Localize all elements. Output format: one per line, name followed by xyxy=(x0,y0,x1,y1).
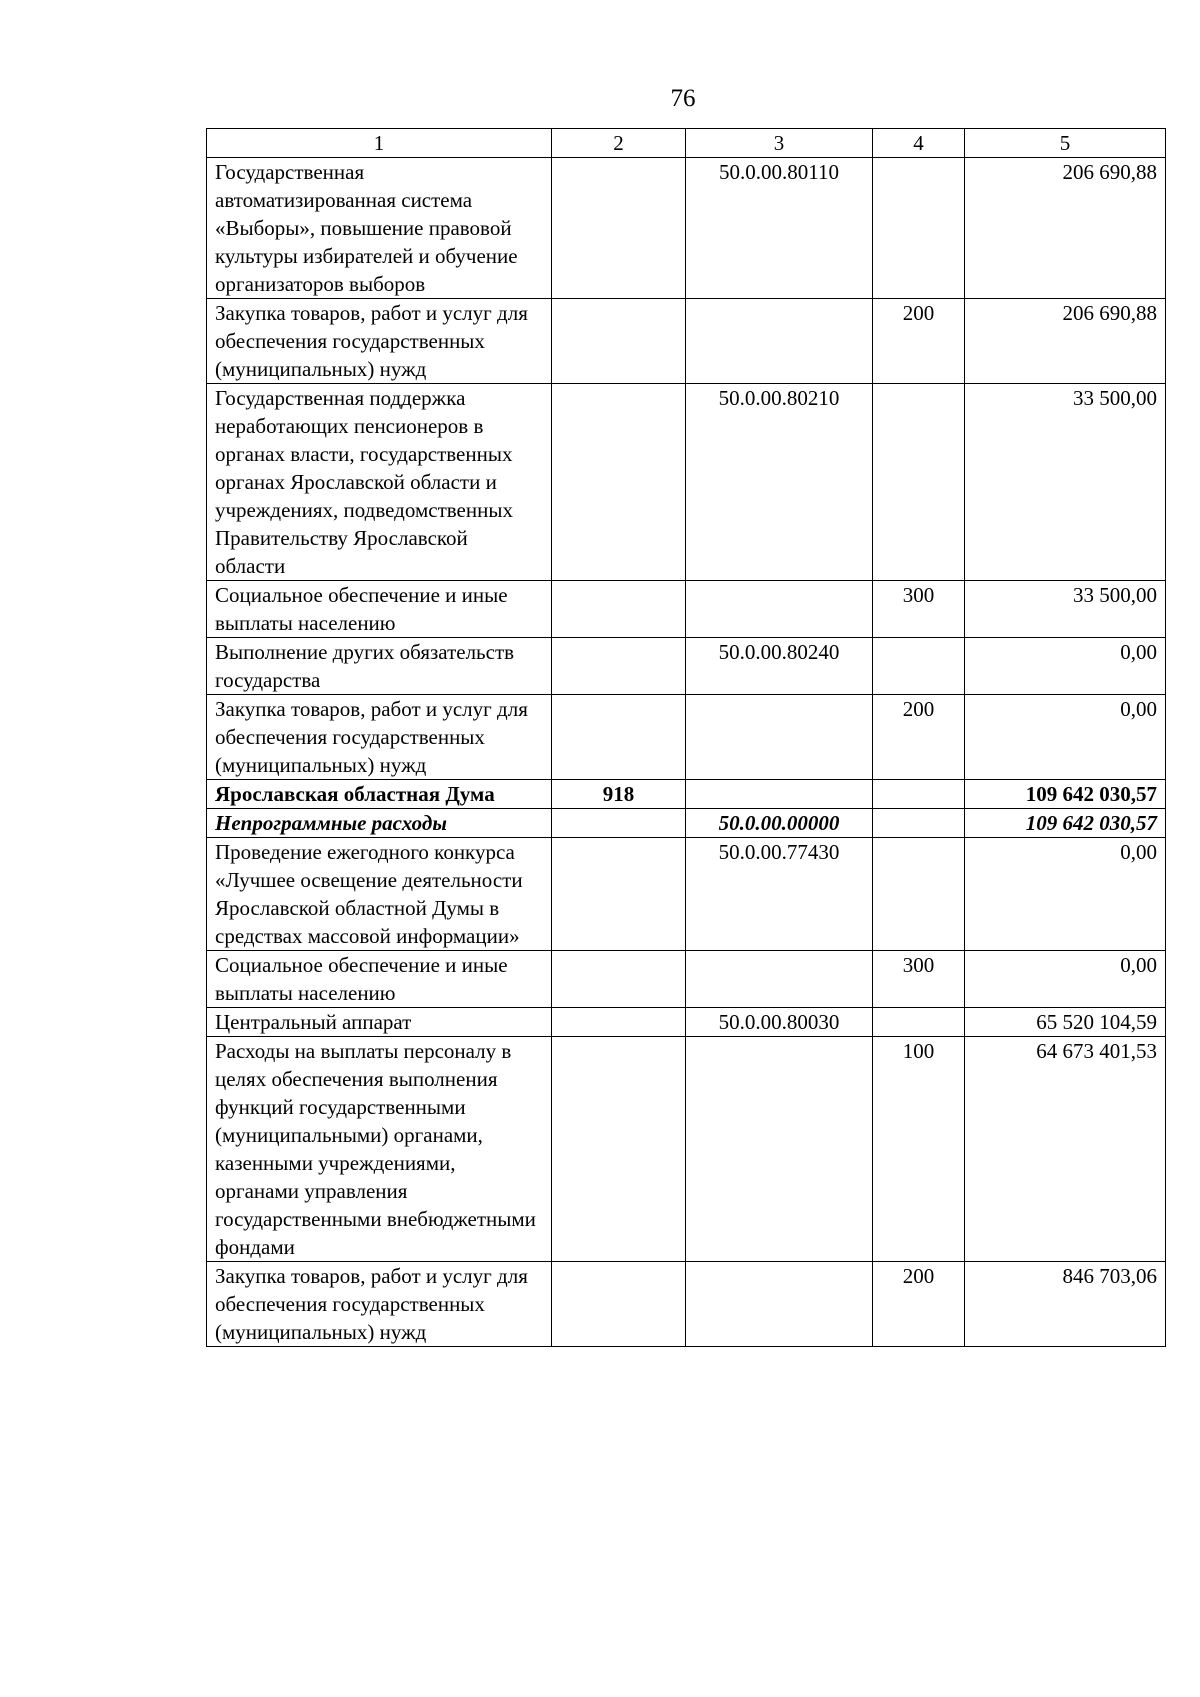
cell-target-article xyxy=(686,1037,873,1262)
cell-department-code xyxy=(552,838,686,951)
cell-target-article: 50.0.00.80030 xyxy=(686,1008,873,1037)
cell-department-code xyxy=(552,1262,686,1347)
cell-amount: 0,00 xyxy=(965,638,1166,695)
cell-amount: 0,00 xyxy=(965,695,1166,780)
cell-department-code xyxy=(552,695,686,780)
table-row xyxy=(207,780,1166,809)
cell-amount: 33 500,00 xyxy=(965,581,1166,638)
header-cell-amount: 5 xyxy=(965,129,1166,158)
table-row xyxy=(207,838,1166,951)
table-row xyxy=(207,299,1166,384)
cell-target-article xyxy=(686,1262,873,1347)
table-header-row xyxy=(207,129,1166,158)
header-cell-target: 3 xyxy=(686,129,873,158)
cell-name: Социальное обеспечение и иные выплаты населению xyxy=(207,581,552,638)
table-row xyxy=(207,1037,1166,1262)
cell-expense-type xyxy=(873,158,965,299)
table-row xyxy=(207,1008,1166,1037)
cell-amount: 206 690,88 xyxy=(965,299,1166,384)
table-row xyxy=(207,384,1166,581)
cell-name: Государственная поддержка неработающих пенсионеров в органах власти, государственных органах Ярославской области и учреждениях, подведомственных Правительству Ярославской области xyxy=(207,384,552,581)
cell-department-code: 918 xyxy=(552,780,686,809)
cell-target-article xyxy=(686,299,873,384)
cell-target-article: 50.0.00.80240 xyxy=(686,638,873,695)
cell-target-article xyxy=(686,581,873,638)
cell-name: Закупка товаров, работ и услуг для обеспечения государственных (муниципальных) нужд xyxy=(207,695,552,780)
cell-amount: 109 642 030,57 xyxy=(965,809,1166,838)
cell-name: Расходы на выплаты персоналу в целях обеспечения выполнения функций государственными (муниципальными) органами, казенными учреждениями, органами управления государственными внебюджетными фондами xyxy=(207,1037,552,1262)
cell-target-article: 50.0.00.77430 xyxy=(686,838,873,951)
cell-expense-type xyxy=(873,780,965,809)
cell-name: Закупка товаров, работ и услуг для обеспечения государственных (муниципальных) нужд xyxy=(207,299,552,384)
cell-name: Государственная автоматизированная система «Выборы», повышение правовой культуры избирателей и обучение организаторов выборов xyxy=(207,158,552,299)
budget-table-body xyxy=(207,129,1166,1347)
cell-name: Проведение ежегодного конкурса «Лучшее освещение деятельности Ярославской областной Думы в средствах массовой информации» xyxy=(207,838,552,951)
cell-target-article xyxy=(686,780,873,809)
cell-expense-type xyxy=(873,384,965,581)
table-row xyxy=(207,809,1166,838)
cell-amount: 0,00 xyxy=(965,951,1166,1008)
cell-expense-type: 300 xyxy=(873,581,965,638)
cell-name: Закупка товаров, работ и услуг для обеспечения государственных (муниципальных) нужд xyxy=(207,1262,552,1347)
header-cell-type: 4 xyxy=(873,129,965,158)
cell-expense-type: 200 xyxy=(873,299,965,384)
cell-target-article: 50.0.00.80110 xyxy=(686,158,873,299)
cell-expense-type: 300 xyxy=(873,951,965,1008)
cell-expense-type xyxy=(873,809,965,838)
cell-amount: 0,00 xyxy=(965,838,1166,951)
header-cell-name: 1 xyxy=(207,129,552,158)
cell-amount: 65 520 104,59 xyxy=(965,1008,1166,1037)
cell-amount: 33 500,00 xyxy=(965,384,1166,581)
page-number: 76 xyxy=(670,85,696,112)
cell-department-code xyxy=(552,581,686,638)
cell-department-code xyxy=(552,951,686,1008)
cell-department-code xyxy=(552,809,686,838)
cell-target-article: 50.0.00.00000 xyxy=(686,809,873,838)
cell-name: Ярославская областная Дума xyxy=(207,780,552,809)
budget-table xyxy=(206,128,1166,1347)
cell-amount: 109 642 030,57 xyxy=(965,780,1166,809)
cell-department-code xyxy=(552,638,686,695)
cell-expense-type xyxy=(873,838,965,951)
cell-expense-type: 200 xyxy=(873,1262,965,1347)
cell-department-code xyxy=(552,1008,686,1037)
table-row xyxy=(207,158,1166,299)
cell-target-article: 50.0.00.80210 xyxy=(686,384,873,581)
cell-amount: 64 673 401,53 xyxy=(965,1037,1166,1262)
cell-expense-type xyxy=(873,1008,965,1037)
table-row xyxy=(207,638,1166,695)
table-row xyxy=(207,1262,1166,1347)
table-row xyxy=(207,581,1166,638)
cell-target-article xyxy=(686,951,873,1008)
table-row xyxy=(207,695,1166,780)
cell-target-article xyxy=(686,695,873,780)
cell-name: Непрограммные расходы xyxy=(207,809,552,838)
cell-amount: 206 690,88 xyxy=(965,158,1166,299)
cell-expense-type: 100 xyxy=(873,1037,965,1262)
cell-name: Центральный аппарат xyxy=(207,1008,552,1037)
cell-expense-type: 200 xyxy=(873,695,965,780)
cell-expense-type xyxy=(873,638,965,695)
cell-name: Выполнение других обязательств государства xyxy=(207,638,552,695)
header-cell-dept: 2 xyxy=(552,129,686,158)
cell-department-code xyxy=(552,299,686,384)
cell-name: Социальное обеспечение и иные выплаты населению xyxy=(207,951,552,1008)
cell-department-code xyxy=(552,158,686,299)
table-row xyxy=(207,951,1166,1008)
cell-amount: 846 703,06 xyxy=(965,1262,1166,1347)
cell-department-code xyxy=(552,1037,686,1262)
cell-department-code xyxy=(552,384,686,581)
